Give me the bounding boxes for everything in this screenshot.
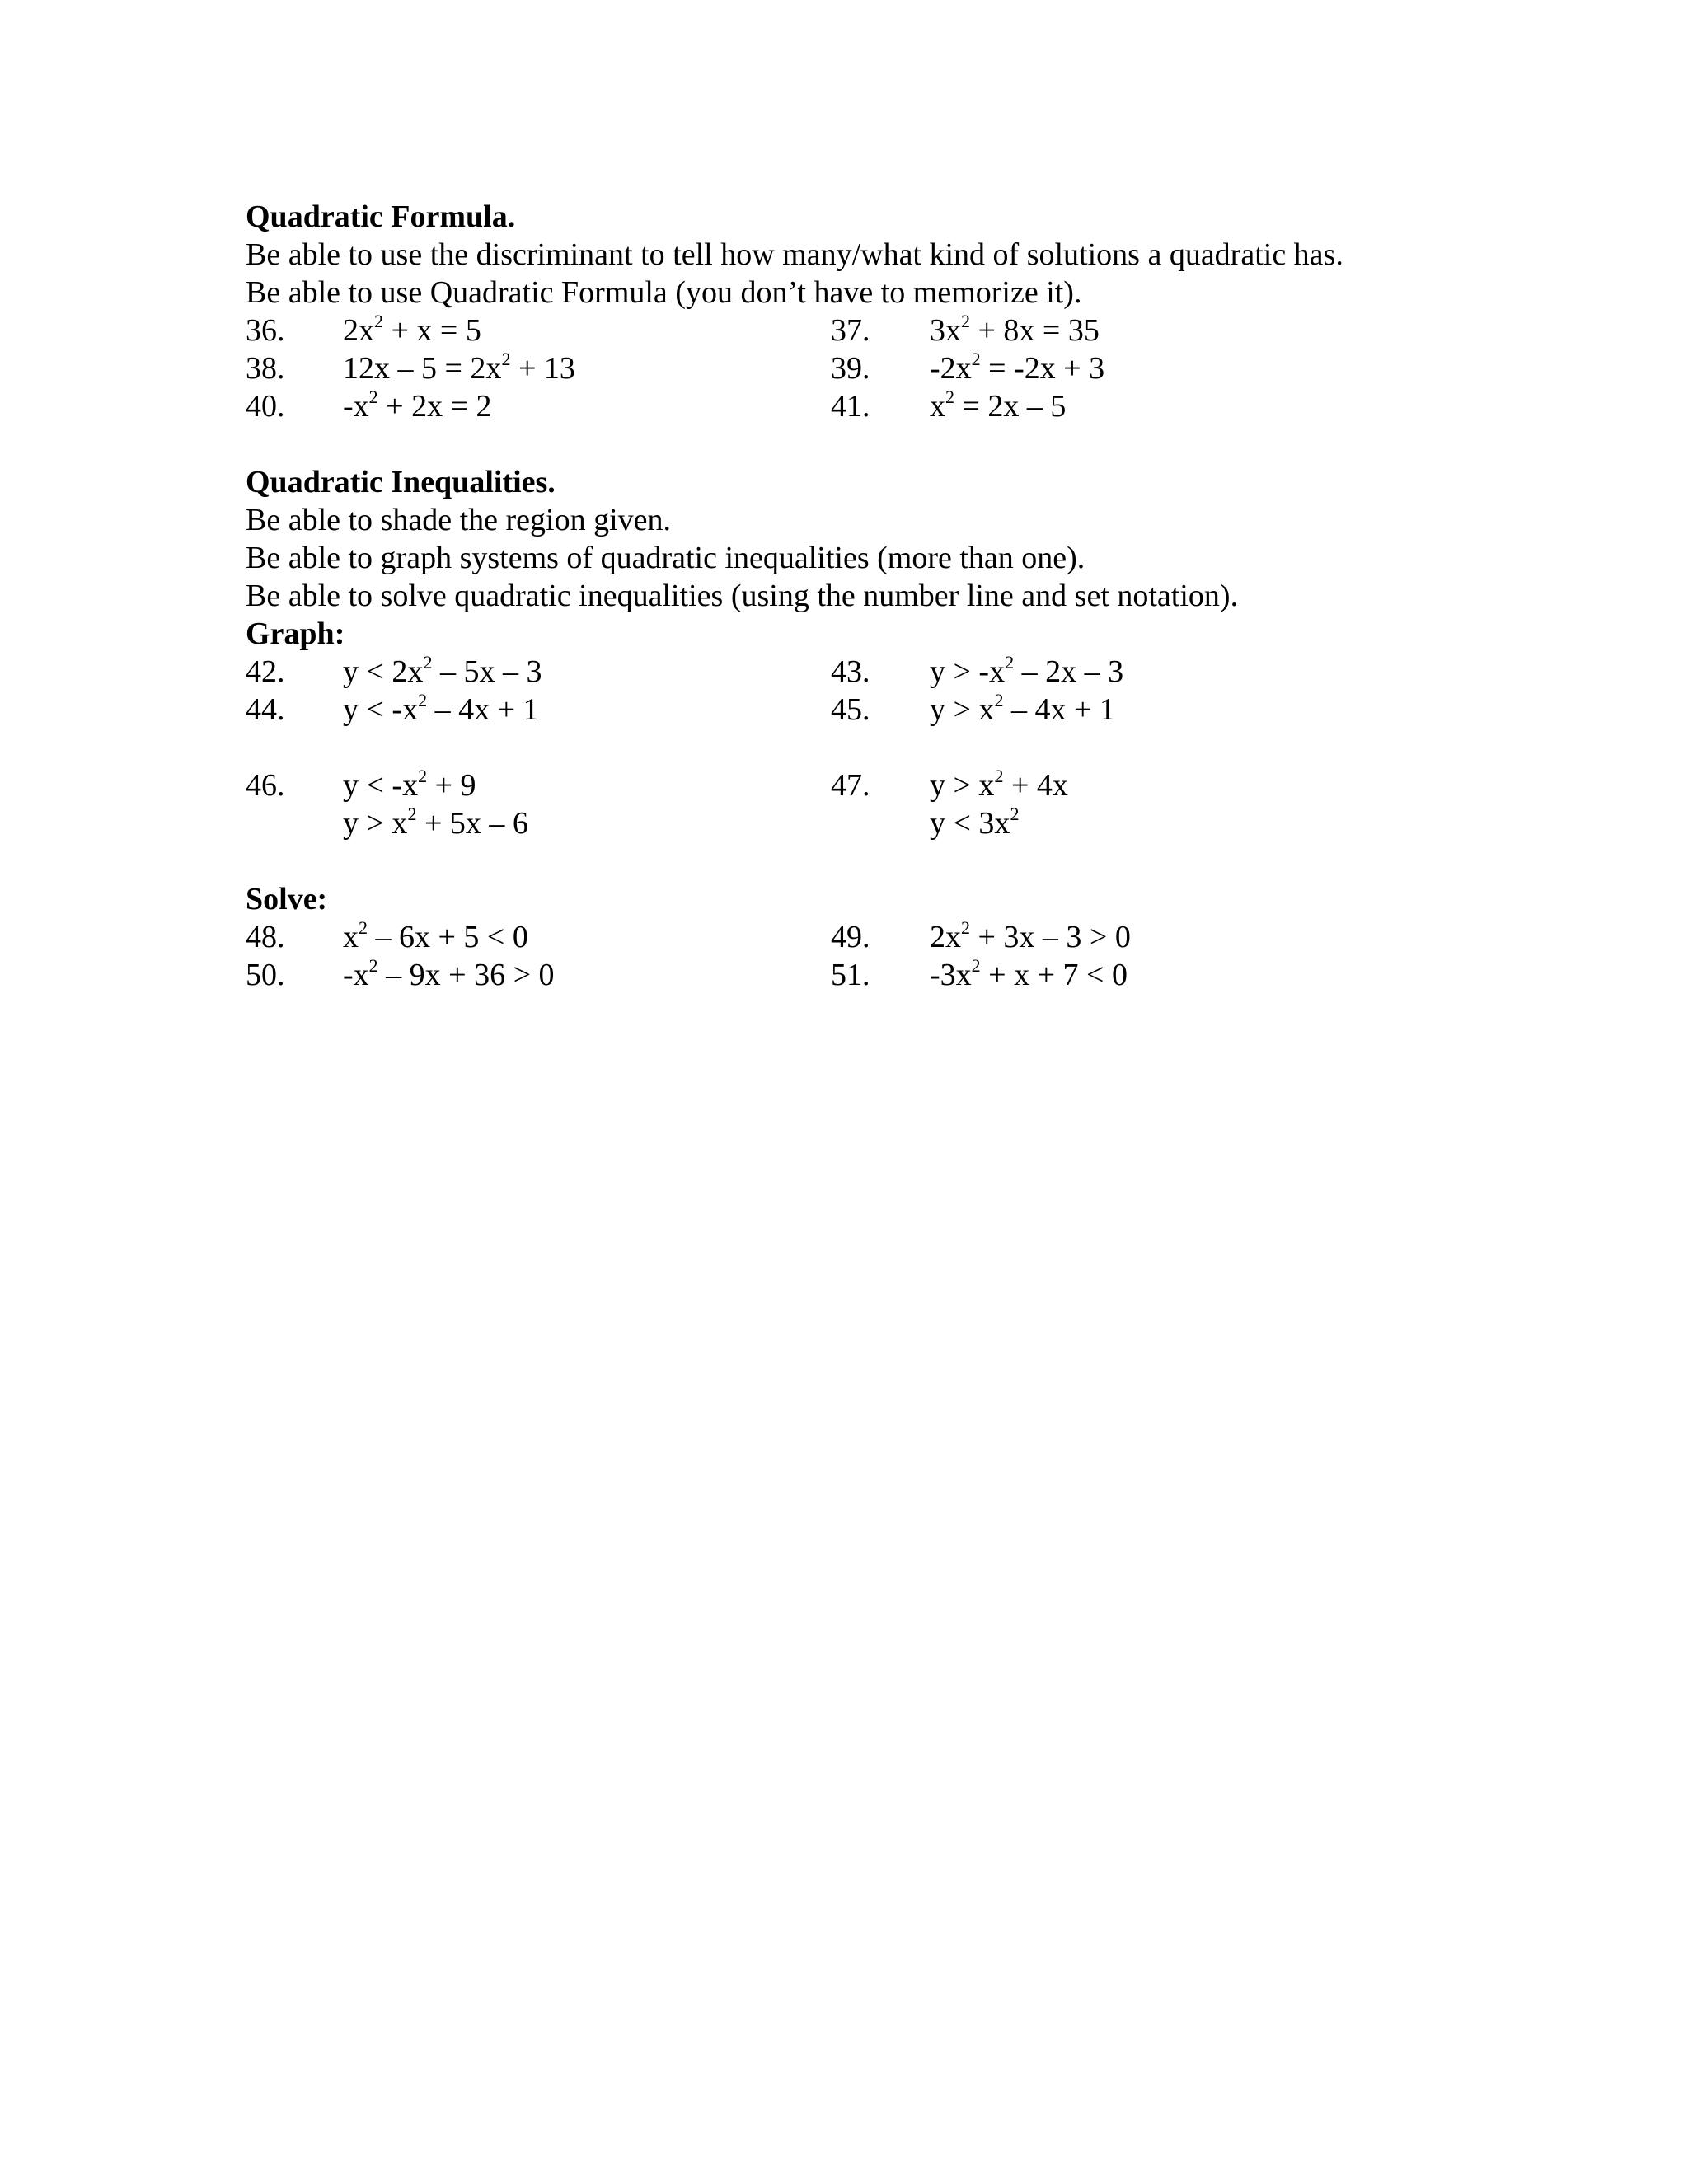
instruction-line: Be able to graph systems of quadratic inequalities (more than one). — [246, 541, 1085, 575]
problem-row — [246, 956, 1482, 994]
spacer — [246, 729, 1482, 766]
problem-expression: $y > -x^2 - 2x - 3$ — [930, 652, 1124, 689]
problem-number: 48. — [246, 920, 285, 954]
problem-expression: $2x^2 + x = 5$ — [343, 311, 481, 348]
problem-expression: $y < 3x^2$ — [930, 804, 1020, 841]
instruction-line: Be able to solve quadratic inequalities (using the number line and set notation). — [246, 579, 1239, 613]
section-heading-quadratic-inequalities: Quadratic Inequalities. — [246, 465, 556, 499]
problem-expression: $-2x^2 = -2x + 3$ — [930, 349, 1105, 386]
problem-expression: $y < 2x^2 - 5x - 3$ — [343, 652, 542, 689]
problem-expression: $x^2 - 6x + 5 < 0$ — [343, 917, 528, 954]
problem-number: 51. — [831, 958, 870, 992]
problem-number: 40. — [246, 389, 285, 424]
problem-row — [246, 804, 1482, 842]
problem-number: 47. — [831, 768, 870, 803]
problem-expression: $y > x^2 + 5x - 6$ — [343, 804, 528, 841]
instruction-line: Be able to use Quadratic Formula (you don’t have to memorize it). — [246, 275, 1082, 310]
problem-row — [246, 766, 1482, 804]
problem-number: 43. — [831, 654, 870, 689]
problem-number: 46. — [246, 768, 285, 803]
problem-row — [246, 387, 1482, 425]
problem-row — [246, 349, 1482, 387]
problem-number: 39. — [831, 351, 870, 386]
problem-number: 38. — [246, 351, 285, 386]
subheading-solve: Solve: — [246, 882, 328, 916]
spacer — [246, 425, 1482, 463]
problem-row — [246, 691, 1482, 729]
problem-expression: $y > x^2 - 4x + 1$ — [930, 690, 1115, 727]
problem-number: 49. — [831, 920, 870, 954]
spacer — [246, 842, 1482, 880]
problem-number: 36. — [246, 313, 285, 348]
problem-number: 42. — [246, 654, 285, 689]
problem-expression: $x^2 = 2x - 5$ — [930, 387, 1067, 424]
problem-row — [246, 653, 1482, 691]
problem-number: 37. — [831, 313, 870, 348]
problem-expression: $2x^2 + 3x - 3 > 0$ — [930, 917, 1131, 954]
section-heading-quadratic-formula: Quadratic Formula. — [246, 199, 516, 234]
subheading-graph: Graph: — [246, 616, 345, 651]
problem-expression: $y > x^2 + 4x$ — [930, 766, 1068, 803]
worksheet-page — [246, 198, 1482, 994]
problem-expression: $-x^2 + 2x = 2$ — [343, 387, 492, 424]
instruction-line: Be able to use the discriminant to tell how many/what kind of solutions a quadratic has. — [246, 237, 1343, 272]
problem-number: 45. — [831, 692, 870, 727]
problem-expression: $-x^2 - 9x + 36 > 0$ — [343, 955, 555, 992]
problem-row — [246, 312, 1482, 349]
problem-number: 41. — [831, 389, 870, 424]
problem-expression: $3x^2 + 8x = 35$ — [930, 311, 1100, 348]
problem-expression: $-3x^2 + x + 7 < 0$ — [930, 955, 1128, 992]
problem-number: 50. — [246, 958, 285, 992]
problem-number: 44. — [246, 692, 285, 727]
problem-expression: $y < -x^2 + 9$ — [343, 766, 476, 803]
problem-expression: $y < -x^2 - 4x + 1$ — [343, 690, 539, 727]
instruction-line: Be able to shade the region given. — [246, 503, 672, 537]
problem-row — [246, 918, 1482, 956]
problem-expression: $12x - 5 = 2x^2 + 13$ — [343, 349, 575, 386]
